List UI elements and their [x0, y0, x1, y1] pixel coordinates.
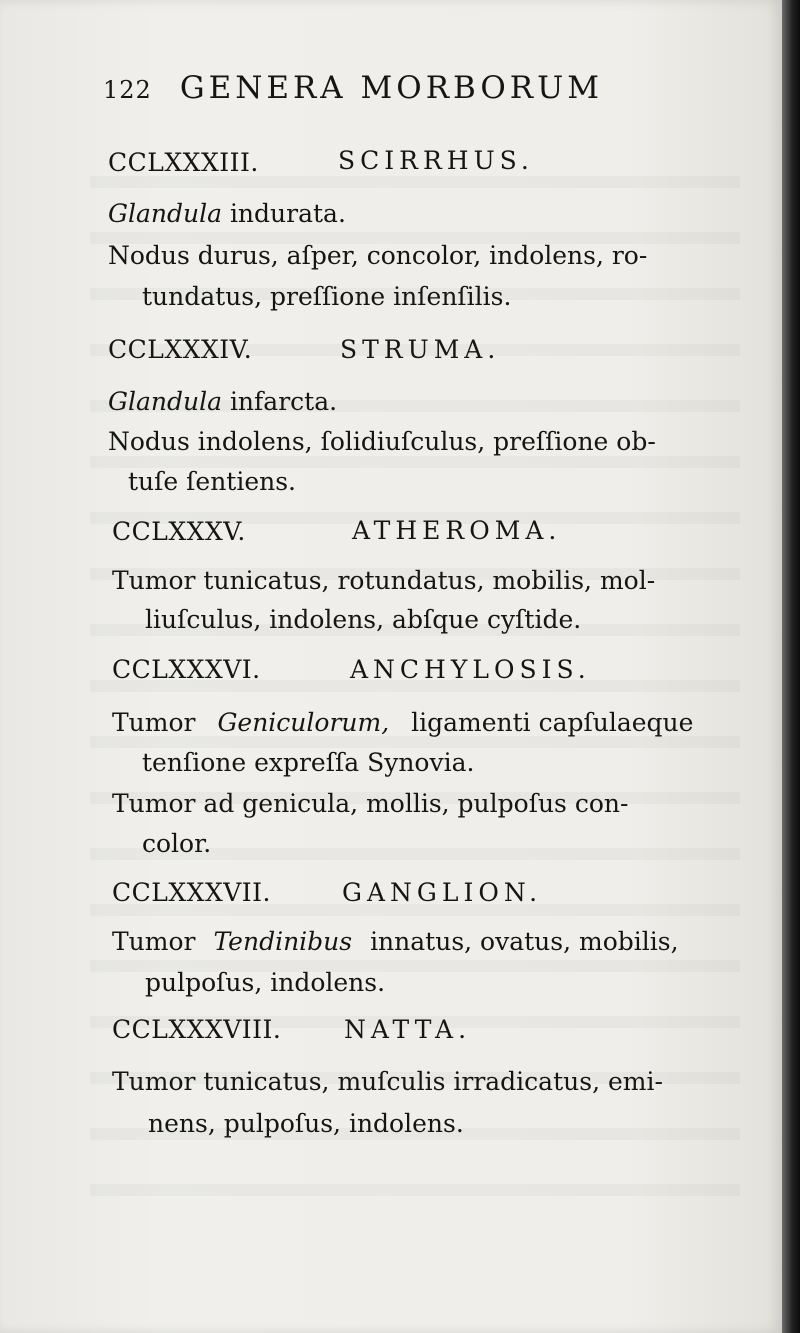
entry-numeral: CCLXXXIV.: [108, 335, 253, 364]
entry-numeral: CCLXXXVI.: [112, 655, 261, 684]
entry-description-line: color.: [142, 829, 212, 858]
entry-description-line: Nodus indolens, ſolidiuſculus, preſſione ob-: [108, 427, 656, 456]
entry-name: GANGLION.: [342, 878, 543, 907]
entry-description-line: Tumor tunicatus, muſculis irradicatus, emi-: [112, 1067, 663, 1096]
entry-heading: [112, 519, 246, 544]
entry-description-line: Tumor ad genicula, mollis, pulpoſus con-: [112, 789, 629, 818]
entry-name: STRUMA.: [340, 335, 501, 364]
running-header: [103, 70, 603, 106]
definition-text: indurata.: [229, 199, 346, 228]
page-edge-shadow: [782, 0, 800, 1333]
definition-italic: Glandula: [108, 199, 222, 228]
description-text: Tumor: [112, 927, 196, 956]
entry-heading: [112, 657, 261, 682]
entry-name: SCIRRHUS.: [338, 146, 534, 175]
entry-definition: [108, 389, 337, 414]
definition-text: infarcta.: [229, 387, 338, 416]
entry-numeral: CCLXXXVII.: [112, 878, 272, 907]
entry-numeral: CCLXXXVIII.: [112, 1015, 282, 1044]
entry-description-line: nens, pulpoſus, indolens.: [148, 1109, 464, 1138]
entry-description-line: tenſione expreſſa Synovia.: [142, 748, 475, 777]
description-text: innatus, ovatus, mobilis,: [370, 927, 679, 956]
entry-description-line: pulpoſus, indolens.: [145, 968, 386, 997]
entry-definition: [108, 201, 346, 226]
entry-heading: [108, 150, 259, 175]
entry-description-line: [112, 710, 693, 735]
entry-description-line: [112, 929, 679, 954]
entry-description-line: Nodus durus, aſper, concolor, indolens, ro-: [108, 241, 648, 270]
entry-description-line: tuſe ſentiens.: [128, 467, 297, 496]
entry-name: NATTA.: [344, 1015, 472, 1044]
description-italic: Tendinibus: [213, 927, 353, 956]
entry-heading: [112, 880, 271, 905]
entry-description-line: liuſculus, indolens, abſque cyſtide.: [145, 605, 582, 634]
entry-name: ANCHYLOSIS.: [350, 655, 591, 684]
description-text: ligamenti capſulaeque: [411, 708, 694, 737]
running-head-title: GENERA MORBORUM: [179, 70, 604, 106]
entry-heading: [112, 1017, 281, 1042]
definition-italic: Glandula: [108, 387, 222, 416]
description-italic: Geniculorum,: [217, 708, 390, 737]
entry-name: ATHEROMA.: [352, 516, 562, 545]
entry-numeral: CCLXXXV.: [112, 517, 246, 546]
entry-numeral: CCLXXXIII.: [108, 148, 259, 177]
entry-heading: [108, 337, 252, 362]
description-text: Tumor: [112, 708, 196, 737]
entry-description-line: tundatus, preſſione inſenſilis.: [142, 282, 512, 311]
page-number: 122: [103, 76, 152, 104]
entry-description-line: Tumor tunicatus, rotundatus, mobilis, mol-: [112, 566, 656, 595]
